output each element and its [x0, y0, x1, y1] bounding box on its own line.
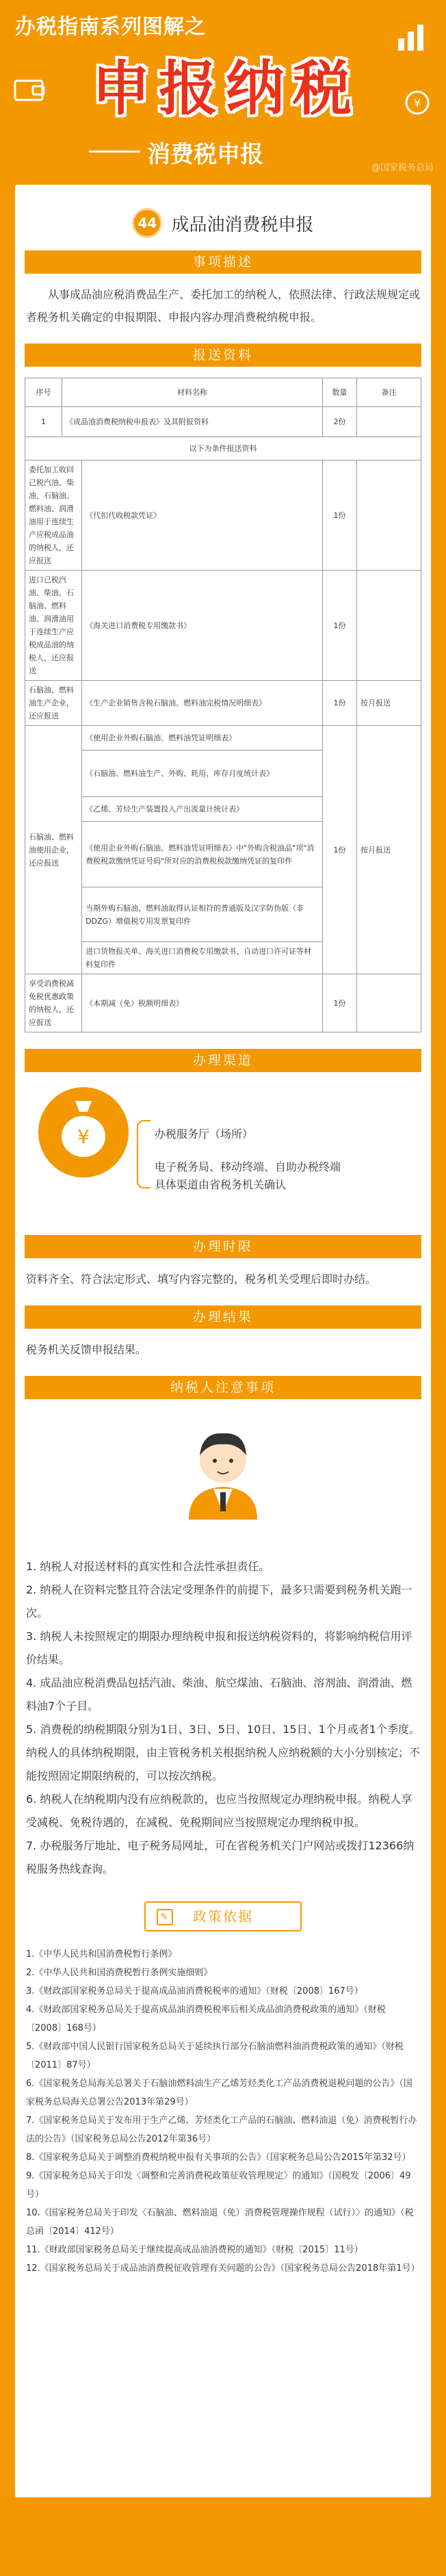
- condition-cell: 委托加工收回已税汽油、柴油、石脑油、燃料油、润滑油用于连续生产应税成品油的纳税人，还应报送: [25, 460, 82, 571]
- coin-icon: [404, 89, 431, 116]
- channel-bracket: [137, 1120, 150, 1188]
- policy-item: 12.《国家税务总局关于成品油消费税征收管理有关问题的公告》（国家税务总局公告2018年第1号）: [26, 2263, 420, 2274]
- row-qty: 2份: [323, 407, 357, 437]
- svg-text:¥: ¥: [413, 96, 421, 109]
- cond-header: 以下为条件报送资料: [25, 437, 421, 460]
- description-text: 从事成品油应税消费品生产、委托加工的纳税人，依照法律、行政法规规定或者税务机关确定的申报期限、申报内容办理消费税纳税申报。: [26, 288, 421, 324]
- notes-list: [15, 1550, 431, 1881]
- note-cell: [357, 460, 421, 571]
- qty-cell: 1份: [323, 460, 357, 571]
- material-name-cell: 《石脑油、燃料油生产、外购、耗用、库存月度统计表》: [82, 751, 323, 797]
- svg-text:¥: ¥: [77, 1126, 90, 1148]
- section-bar-result: 办理结果: [25, 1305, 421, 1329]
- policy-item: 11.《财政部国家税务总局关于继续提高成品油消费税的通知》（财税〔2015〕11号）: [26, 2245, 363, 2255]
- policy-item: 1.《中华人民共和国消费税暂行条例》: [26, 1949, 177, 1960]
- qty-cell: 1份: [323, 571, 357, 681]
- col-header-qty: 数量: [323, 378, 357, 407]
- condition-cell: 石脑油、燃料油使用企业，还应报送: [25, 726, 82, 974]
- section-bar-time: 办理时限: [25, 1235, 421, 1258]
- note-item: 3. 纳税人未按照规定的期限办理纳税申报和报送纳税资料的，将影响纳税信用评价结果。: [26, 1630, 412, 1666]
- row-no: 1: [25, 407, 62, 437]
- policy-item: 8.《国家税务总局关于调整消费税纳税申报有关事项的公告》（国家税务总局公告2015年第32号）: [26, 2152, 411, 2163]
- channel-hall: 办税服务厅（场所）: [155, 1128, 254, 1141]
- note-item: 4. 成品油应税消费品包括汽油、柴油、航空煤油、石脑油、溶剂油、润滑油、燃料油7个子目。: [26, 1676, 412, 1713]
- item-number-badge: 44: [132, 208, 162, 238]
- table-row: [25, 407, 421, 437]
- note-item: 6. 纳税人在纳税期内没有应纳税款的，也应当按照规定办理纳税申报。纳税人享受减税、免税待遇的，在减税、免税期间应当按照规定办理纳税申报。: [26, 1793, 412, 1829]
- channel-online: 电子税务局、移动终端、自助办税终端: [155, 1160, 341, 1173]
- table-row: [25, 571, 421, 681]
- policy-item: 7.《国家税务总局关于发布用于生产乙烯、芳烃类化工产品的石脑油、燃料油退（免）消费税暂行办法的公告》（国家税务总局公告2012年第36号）: [26, 2116, 417, 2144]
- chart-icon: [397, 21, 431, 52]
- channel-block: [15, 1072, 431, 1223]
- item-title: 成品油消费税申报: [171, 214, 314, 235]
- note-cell: [357, 571, 421, 681]
- policy-item: 2.《中华人民共和国消费税暂行条例实施细则》: [26, 1968, 213, 1978]
- table-cond-header-row: [25, 437, 421, 460]
- channel-note: 具体渠道由省税务机关确认: [155, 1178, 287, 1191]
- policy-item: 3.《财政部国家税务总局关于提高成品油消费税税率的通知》（财税〔2008〕167号）: [26, 1986, 363, 1996]
- table-row: [25, 460, 421, 571]
- qty-cell: 1份: [323, 681, 357, 726]
- table-row: [25, 726, 421, 751]
- person-illustration: [15, 1399, 431, 1550]
- watermark: @国家税务总局: [371, 163, 434, 173]
- policy-heading: [144, 1901, 302, 1931]
- wallet-icon: [14, 75, 45, 103]
- material-name-cell: 《海关进口消费税专用缴款书》: [82, 571, 323, 681]
- edit-icon: ✎: [157, 1909, 173, 1925]
- policy-item: 4.《财政部国家税务总局关于提高成品油消费税税率后相关成品油消费税政策的通知》（财税〔2008〕168号）: [26, 2005, 386, 2033]
- section-bar-notes: 纳税人注意事项: [25, 1376, 421, 1399]
- table-header-row: [25, 378, 421, 407]
- col-header-no: 序号: [25, 378, 62, 407]
- row-note: [357, 407, 421, 437]
- note-cell: 按月报送: [357, 726, 421, 974]
- sub-title: 消费税申报: [147, 141, 263, 168]
- note-cell: [357, 974, 421, 1032]
- qty-cell: 1份: [323, 974, 357, 1032]
- condition-cell: 石脑油、燃料油生产企业，还应报送: [25, 681, 82, 726]
- title-divider: [89, 151, 140, 153]
- table-row: [25, 681, 421, 726]
- material-name-cell: 《生产企业销售含税石脑油、燃料油完税情况明细表》: [82, 681, 323, 726]
- policy-item: 6.《国家税务总局海关总署关于石脑油燃料油生产乙烯芳烃类化工产品消费税退税问题的公告》（国家税务总局海关总署公告2013年第29号）: [26, 2079, 412, 2107]
- condition-cell: 享受消费税减免税优惠政策的纳税人，还应报送: [25, 974, 82, 1032]
- table-row: [25, 974, 421, 1032]
- material-name-cell: 当期外购石脑油、燃料油取得认证相符的普通版及汉字防伪版（非DDZG）增值税专用发票复印件: [82, 887, 323, 942]
- main-title: 申报纳税: [92, 55, 360, 123]
- series-title: 办税指南系列图解之: [15, 15, 206, 39]
- content-card: [15, 185, 431, 2497]
- section-bar-channel: 办理渠道: [25, 1049, 421, 1072]
- item-heading: [15, 185, 431, 238]
- qty-cell: 1份: [323, 726, 357, 974]
- row-name: 《成品油消费税纳税申报表》及其附报资料: [62, 407, 323, 437]
- businessman-icon: [182, 1424, 264, 1520]
- policy-title: 政策依据: [193, 1908, 253, 1925]
- material-name-cell: 《乙烯、芳烃生产装置投入产出流量计统计表》: [82, 797, 323, 822]
- materials-table: [25, 378, 421, 1032]
- material-name-cell: 《使用企业外购石脑油、燃料油凭证明细表》: [82, 726, 323, 751]
- table-body: [25, 407, 421, 1032]
- condition-cell: 进口已税汽油、柴油、石脑油、燃料油、润滑油用于连续生产应税成品油的纳税人，还应报送: [25, 571, 82, 681]
- material-name-cell: 进口货物报关单、海关进口消费税专用缴款书、自动进口许可证等材料复印件: [82, 942, 323, 974]
- time-text: 资料齐全、符合法定形式、填写内容完整的，税务机关受理后即时办结。: [26, 1273, 377, 1286]
- material-name-cell: 《使用企业外购石脑油、燃料油凭证明细表》中"外购含税油品"项"消费税税款缴纳凭证号码"所对应的消费税税款缴纳凭证的复印件: [82, 822, 323, 887]
- col-header-name: 材料名称: [62, 378, 323, 407]
- policy-list: [15, 1931, 431, 2278]
- money-bag-icon: [56, 1097, 111, 1160]
- note-item: 2. 纳税人在资料完整且符合法定受理条件的前提下，最多只需要到税务机关跑一次。: [26, 1583, 412, 1619]
- policy-item: 5.《财政部中国人民银行国家税务总局关于延续执行部分石脑油燃料油消费税政策的通知》（财税〔2011〕87号）: [26, 2042, 404, 2070]
- policy-item: 10.《国家税务总局关于印发〈石脑油、燃料油退（免）消费税管理操作规程（试行）〉的通知》（税总函〔2014〕412号）: [26, 2208, 414, 2237]
- note-item: 5. 消费税的纳税期限分别为1日、3日、5日、10日、15日、1个月或者1个季度。纳税人的具体纳税期限，由主管税务机关根据纳税人应纳税额的大小分别核定；不能按照固定期限纳税的，可以按次纳税。: [26, 1723, 421, 1782]
- section-bar-description: 事项描述: [25, 250, 421, 274]
- note-cell: 按月报送: [357, 681, 421, 726]
- header-banner: [0, 0, 446, 171]
- col-header-note: 备注: [357, 378, 421, 407]
- section-bar-materials: 报送资料: [25, 343, 421, 367]
- policy-item: 9.《国家税务总局关于印发〈调整和完善消费税政策征收管理规定〉的通知》（国税发〔2006〕49号）: [26, 2171, 411, 2200]
- material-name-cell: 《本期减（免）税额明细表》: [82, 974, 323, 1032]
- result-text: 税务机关反馈申报结果。: [26, 1343, 147, 1356]
- note-item: 7. 办税服务厅地址、电子税务局网址，可在省税务机关门户网站或拨打12366纳税服务热线查询。: [26, 1839, 415, 1875]
- note-item: 1. 纳税人对报送材料的真实性和合法性承担责任。: [26, 1560, 270, 1573]
- material-name-cell: 《代扣代收税款凭证》: [82, 460, 323, 571]
